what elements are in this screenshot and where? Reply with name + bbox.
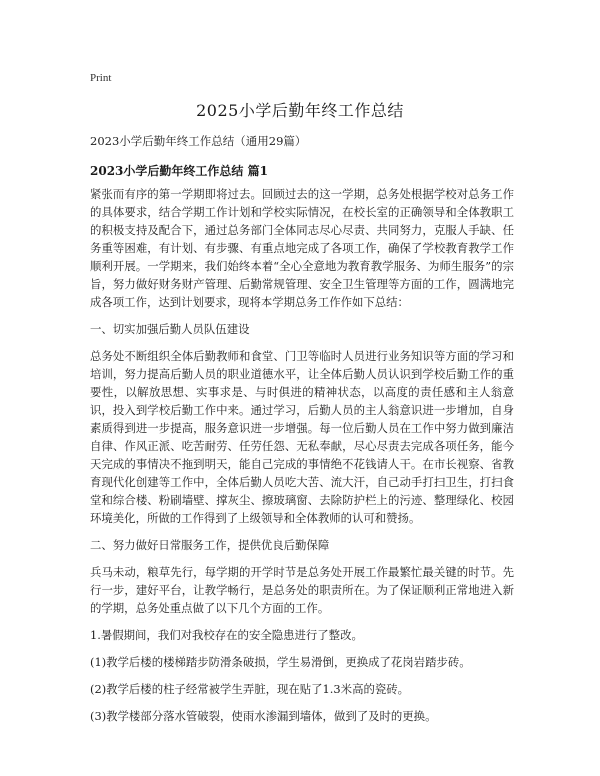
paragraph-team-building: 总务处不断组织全体后勤教师和食堂、门卫等临时人员进行业务知识等方面的学习和培训，努力提高后勤人员的职业道德水平，让全体后勤人员认识到学校后勤工作的重要性，以解放思想、实事求是、与时俱进的精神状态，以高度的责任感和主人翁意识，投入到学校后勤工作中来。通过学习，后勤人员的主人翁意识进一步增加，自身素质得到进一步提高，服务意识进一步增强。每一位后勤人员在工作中努力做到廉洁自律、作风正派、吃苦耐劳、任劳任怨、无私奉献，尽心尽责去完成各项任务，能今天完成的事情决不拖到明天，能自己完成的事情绝不花钱请人干。在市长视察、省教育现代化创建等工作中，全体后勤人员吃大苦、流大汗，自己动手打扫卫生，打扫食堂和综合楼、粉刷墙壁、撑灰尘、擦玻璃窗、去除防护栏上的污迹、整理绿化、校园环境美化，所做的工作得到了上级领导和全体教师的认可和赞扬。 <box>90 349 514 525</box>
document-subtitle: 2023小学后勤年终工作总结（通用29篇） <box>90 134 307 148</box>
section-title: 2023小学后勤年终工作总结 篇1 <box>90 164 268 178</box>
paragraph-intro: 紧张而有序的第一学期即将过去。回顾过去的这一学期，总务处根据学校对总务工作的具体要求，结合学期工作计划和学校实际情况，在校长室的正确领导和全体教职工的积极支持及配合下，通过总务部门全体同志尽心尽责、共同努力，克服人手缺、任务重等困难，有计划、有步骤、有重点地完成了各项工作，确保了学校教育教学工作顺利开展。一学期来，我们始终本着“全心全意地为教育教学服务、为师生服务”的宗旨，努力做好财务财产管理、后勤常规管理、安全卫生管理等方面的工作，圆满地完成各项工作，达到计划要求，现将本学期总务工作作如下总结： <box>90 187 514 309</box>
paragraph-daily-service: 兵马未动，粮草先行，每学期的开学时节是总务处开展工作最繁忙最关键的时节。先行一步，建好平台，让教学畅行，是总务处的职责所在。为了保证顺利正常地进入新的学期，总务处重点做了以下几个方面的工作。 <box>90 565 514 615</box>
list-item: (3)教学楼部分落水管破裂，使雨水渗漏到墙体，做到了及时的更换。 <box>90 709 437 723</box>
heading-team-building: 一、切实加强后勤人员队伍建设 <box>90 322 250 336</box>
list-item: (1)教学后楼的楼梯踏步防滑条破损，学生易滑倒，更换成了花岗岩踏步砖。 <box>90 655 471 669</box>
heading-daily-service: 二、努力做好日常服务工作，提供优良后勤保障 <box>90 538 330 552</box>
list-item: 1.暑假期间，我们对我校存在的安全隐患进行了整改。 <box>90 628 363 642</box>
print-label[interactable]: Print <box>90 72 112 84</box>
document-title: 2025小学后勤年终工作总结 <box>196 101 404 120</box>
list-item: (2)教学后楼的柱子经常被学生弄脏，现在贴了1.3米高的瓷砖。 <box>90 682 410 696</box>
